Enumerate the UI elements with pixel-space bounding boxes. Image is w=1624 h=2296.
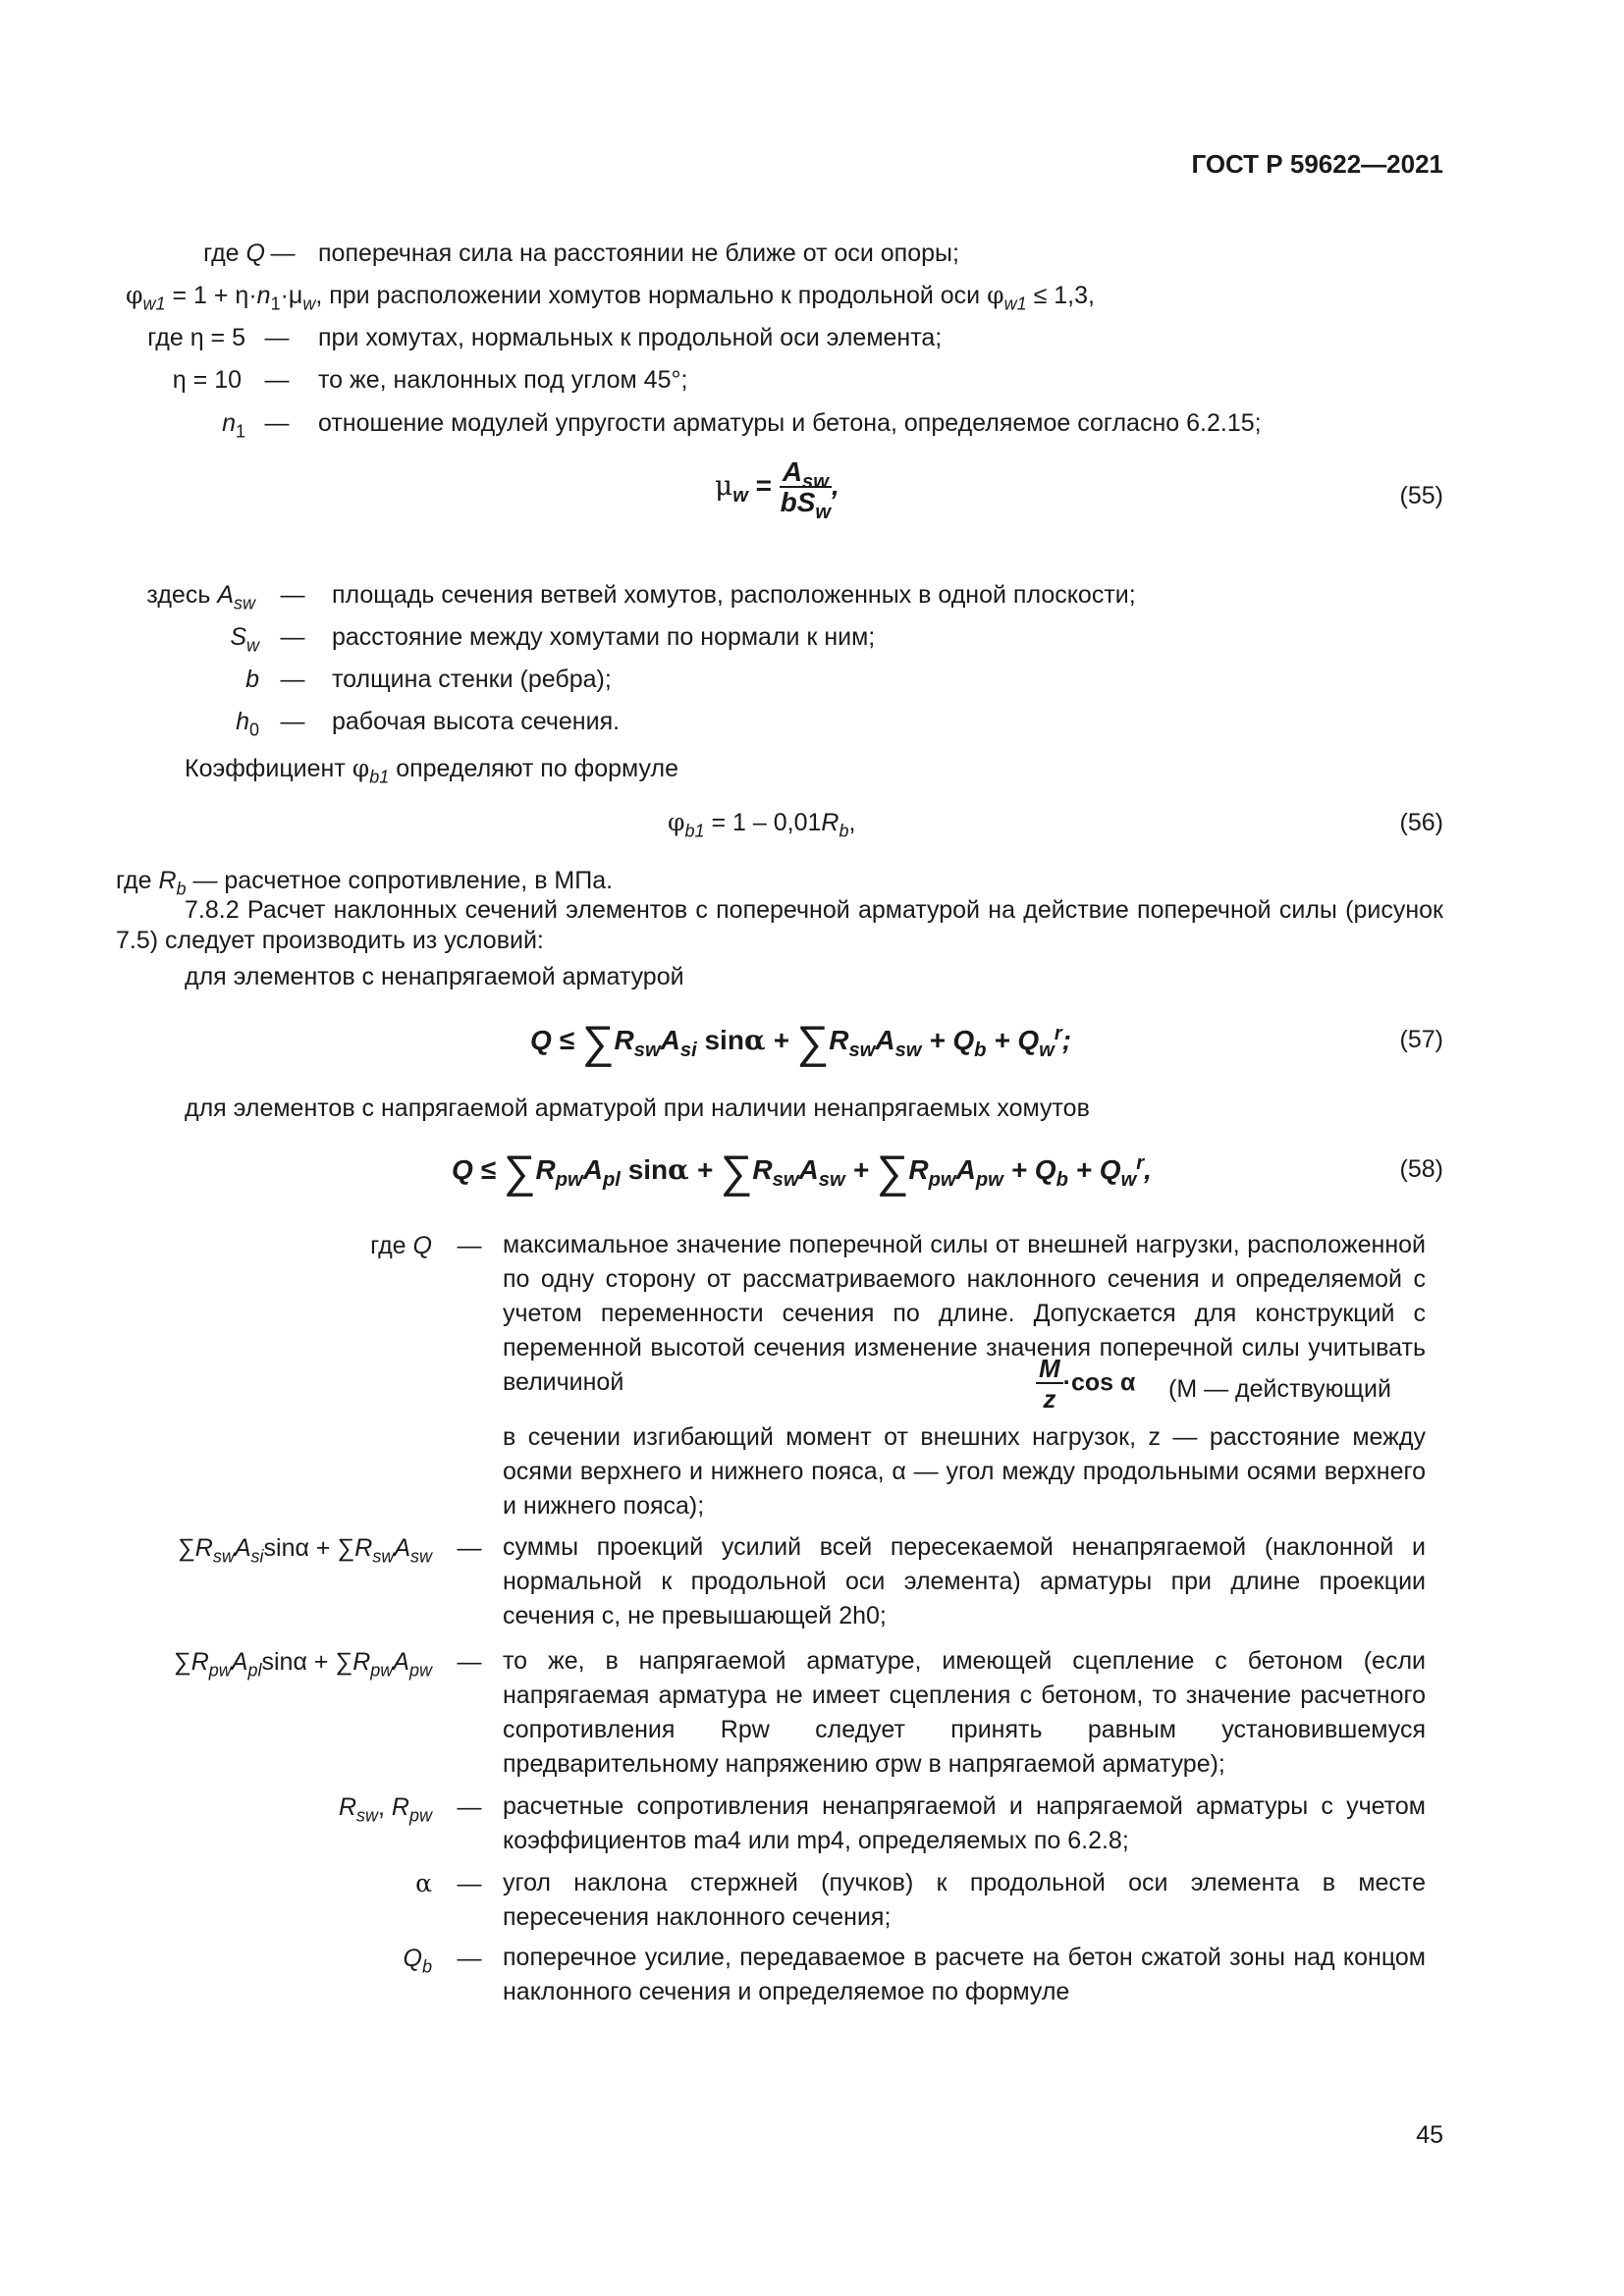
legend3-rsw-rpw-text: расчетные сопротивления ненапрягаемой и напрягаемой арматуры с учетом коэффициентов ma4 или mp4, определяемых по 6.2.8; bbox=[503, 1792, 1426, 1854]
phi-w1-definition: $\varphi_{w1} = 1 + \eta\cdot n_1\cdot\mu_w$, при расположении хомутов нормально к продольной оси $\varphi_{w1} \le 1,3$, bbox=[126, 281, 1095, 314]
legend3-alpha-text: угол наклона стержней (пучков) к продольной оси элемента в месте пересечения наклонного сечения; bbox=[503, 1869, 1426, 1931]
equation-55: $\mu_w$ = $\frac{A_{sw}}{bS_w}$ , bbox=[715, 455, 839, 523]
equation-56: $\varphi_{b1} = 1 - 0,01R_b$, bbox=[668, 808, 856, 841]
legend3-sum-pw-label: $\sum R_{pw}A_{pl}\sin\alpha + \sum R_{pw}A_{pw}$ bbox=[173, 1648, 432, 1681]
legend-h0-text: рабочая высота сечения. bbox=[332, 708, 621, 735]
legend3-q-expression: $\frac{M}{z}$ ·cos α bbox=[1036, 1355, 1135, 1414]
equation-58: $Q \le \sum R_{pw}A_{pl}$ $\sin\alpha + \sum R_{sw}A_{sw} + \sum R_{pw}A_{pw} + Q_b + Q_w^r$, bbox=[452, 1146, 1152, 1197]
legend3-rsw-rpw-label: $R_{sw}$, $R_{pw}$ bbox=[338, 1793, 432, 1826]
coefficient-line: Коэффициент $\varphi_{b1}$ определяют по формуле bbox=[185, 754, 678, 787]
legend3-sum-sw-text: суммы проекций усилий всей пересекаемой ненапрягаемой (наклонной и нормальной к продольной оси элемента) арматуры при длине проекции сечения c, не превышающей 2h0; bbox=[503, 1533, 1426, 1629]
dash: — bbox=[280, 581, 305, 609]
dash: — bbox=[457, 1534, 482, 1562]
legend-eta5-label: где η = 5 bbox=[147, 324, 245, 351]
legend3-q-text2: в сечении изгибающий момент от внешних нагрузок, z — расстояние между осями верхнего и нижнего пояса, α — угол между продольными осями верхнего и нижнего пояса); bbox=[503, 1423, 1426, 1520]
fraction: $\frac{A_{sw}}{bS_w}$ bbox=[780, 455, 832, 523]
legend3-q-text1: максимальное значение поперечной силы от внешней нагрузки, расположенной по одну сторону от рассматриваемого наклонного сечения и определяемой с учетом переменности сечения по длине. Допускается для конструкций с переменной высотой сечения изменение значения поперечной силы учитывать величиной bbox=[503, 1231, 1426, 1396]
legend-eta10-text: то же, наклонных под углом 45°; bbox=[318, 366, 688, 394]
dash: — bbox=[457, 1232, 482, 1259]
dash: — bbox=[280, 708, 305, 735]
dash: — bbox=[280, 623, 305, 651]
equation-number-55: (55) bbox=[1399, 482, 1443, 509]
rb-line: где $R_b$ — расчетное сопротивление, в МПа. bbox=[116, 867, 614, 899]
line-nonprestressed: для элементов с ненапрягаемой арматурой bbox=[185, 963, 684, 990]
dash: — bbox=[264, 409, 290, 437]
equation-57: $Q \le \sum R_{sw}A_{si}$ $\sin\alpha + \sum R_{sw}A_{sw} + Q_b + Q_w^r$; bbox=[530, 1016, 1072, 1067]
legend3-q-paren: (M — действующий bbox=[1168, 1375, 1391, 1403]
legend-q-label: где Q bbox=[203, 240, 265, 267]
legend-asw-label: здесь $A_{sw}$ bbox=[146, 581, 255, 614]
legend-q-text: поперечная сила на расстоянии не ближе от оси опоры; bbox=[318, 240, 959, 267]
legend-asw-text: площадь сечения ветвей хомутов, расположенных в одной плоскости; bbox=[332, 581, 1136, 609]
equation-number-58: (58) bbox=[1399, 1155, 1443, 1183]
legend-sw-text: расстояние между хомутами по нормали к ним; bbox=[332, 623, 876, 651]
legend3-sum-pw-text: то же, в напрягаемой арматуре, имеющей сцепление с бетоном (если напрягаемая арматура не имеет сцепления с бетоном, то значение расчетного сопротивления Rpw следует принять равным установившемуся предварительному напряжению σpw в напрягаемой арматуре); bbox=[503, 1647, 1426, 1778]
legend-h0-label: $h_0$ bbox=[236, 708, 259, 740]
paragraph-7-8-2: 7.8.2 Расчет наклонных сечений элементов с поперечной арматурой на действие поперечной силы (рисунок 7.5) следует производить из условий: bbox=[116, 896, 1443, 954]
legend3-qb-text: поперечное усилие, передаваемое в расчете на бетон сжатой зоны над концом наклонного сечения и определяемое по формуле bbox=[503, 1944, 1426, 2005]
legend-b-text: толщина стенки (ребра); bbox=[332, 666, 612, 693]
dash: — bbox=[264, 324, 290, 351]
legend3-qb-label: $Q_b$ bbox=[403, 1945, 432, 1977]
legend3-q-label: где Q bbox=[370, 1232, 432, 1259]
legend3-alpha-label: α bbox=[415, 1869, 432, 1897]
page-number: 45 bbox=[1416, 2121, 1443, 2149]
dash: — bbox=[270, 240, 296, 267]
dash: — bbox=[457, 1870, 482, 1897]
dash: — bbox=[457, 1793, 482, 1821]
legend-n1-label: $n_1$ bbox=[222, 409, 245, 442]
equation-number-56: (56) bbox=[1399, 809, 1443, 836]
document-header: ГОСТ Р 59622—2021 bbox=[1191, 149, 1443, 179]
dash: — bbox=[280, 666, 305, 693]
legend-eta5-text: при хомутах, нормальных к продольной оси элемента; bbox=[318, 324, 943, 351]
equation-number-57: (57) bbox=[1399, 1026, 1443, 1053]
legend-b-label: b bbox=[245, 666, 259, 693]
line-prestressed: для элементов с напрягаемой арматурой при наличии ненапрягаемых хомутов bbox=[185, 1095, 1090, 1122]
legend3-sum-sw-label: $\sum R_{sw}A_{si}\sin\alpha + \sum R_{sw}A_{sw}$ bbox=[177, 1534, 432, 1567]
dash: — bbox=[457, 1648, 482, 1676]
legend-n1-text: отношение модулей упругости арматуры и бетона, определяемое согласно 6.2.15; bbox=[318, 409, 1262, 437]
legend-eta10-label: η = 10 bbox=[172, 366, 242, 394]
legend-sw-label: $S_w$ bbox=[230, 623, 259, 656]
dash: — bbox=[264, 366, 290, 394]
dash: — bbox=[457, 1945, 482, 1972]
